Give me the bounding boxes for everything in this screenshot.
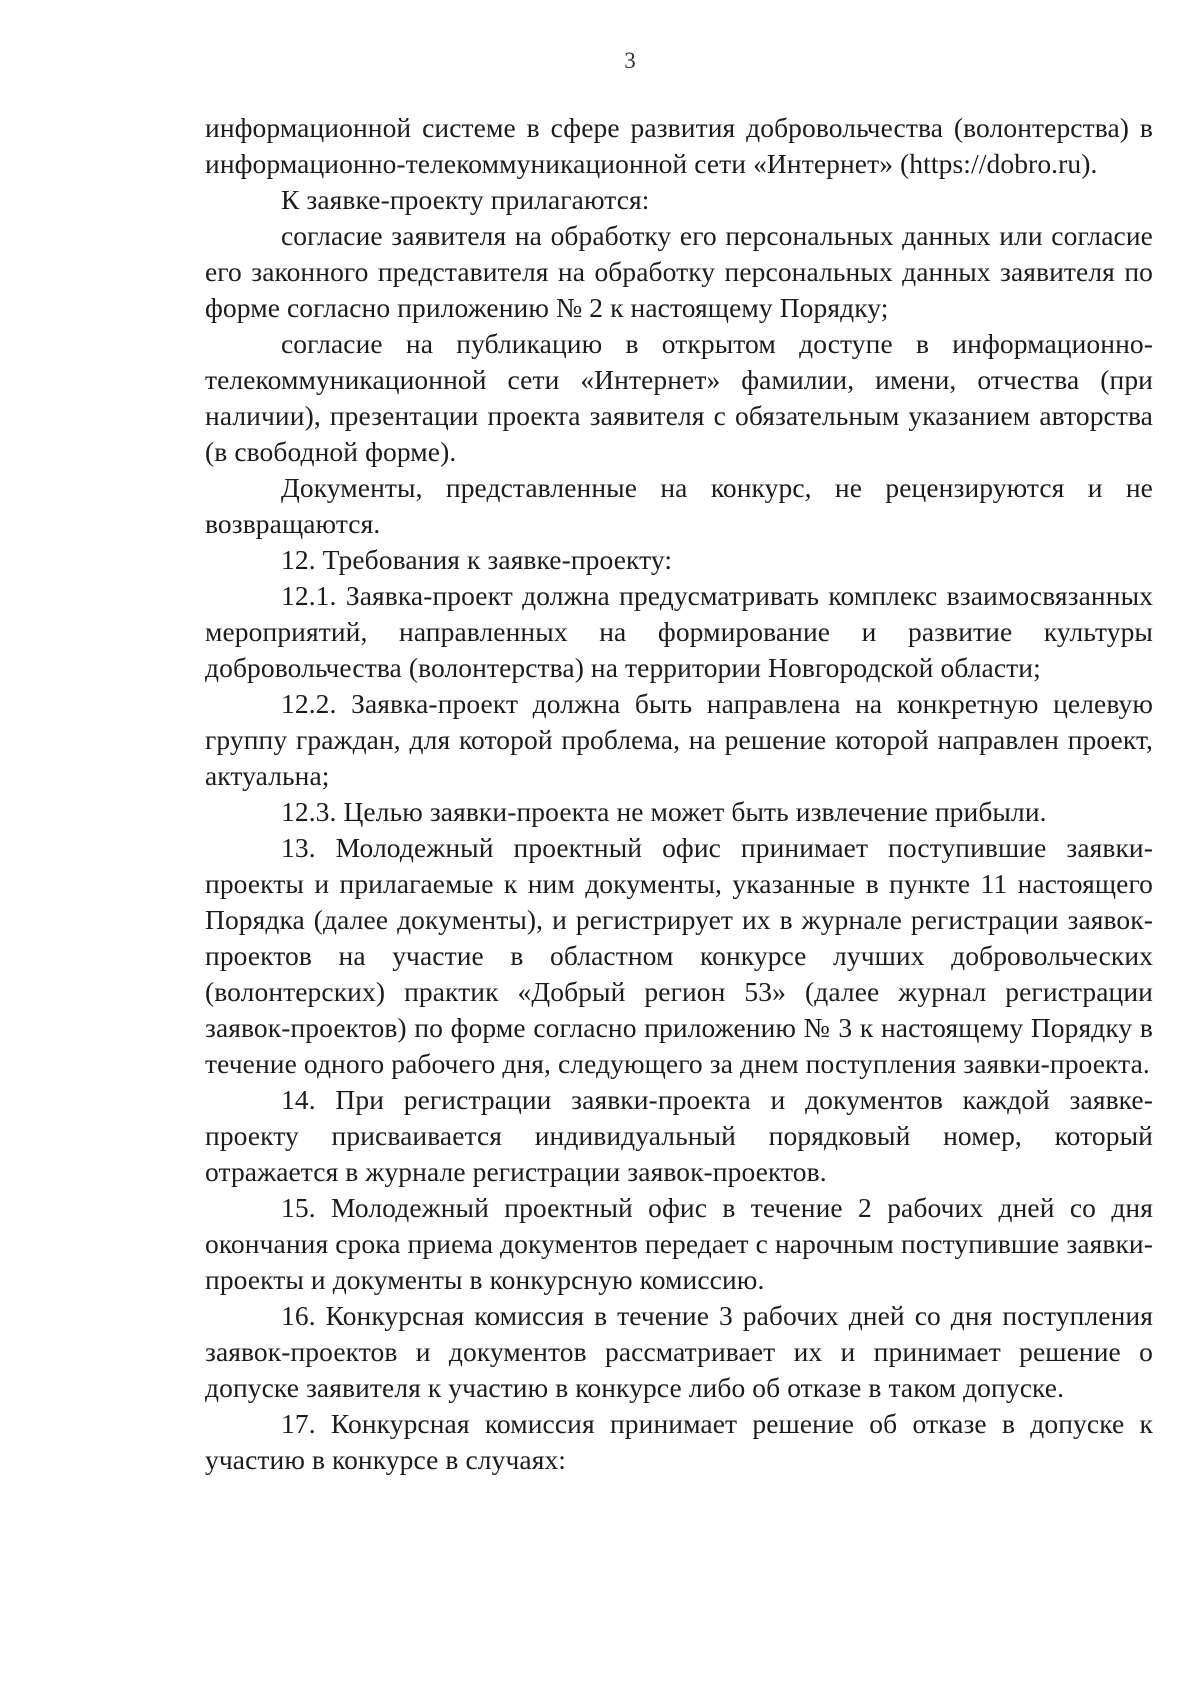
page-number: 3 bbox=[624, 48, 636, 73]
paragraph-publication-consent: согласие на публикацию в открытом доступе в информационно-телекоммуникационной сети «Интернет» фамилии, имени, отчества (при наличии), презентации проекта заявителя с обязательным указанием авторства (в свободной форме). bbox=[205, 328, 1153, 467]
paragraph-item-12-3: 12.3. Целью заявки-проекта не может быть извлечение прибыли. bbox=[281, 796, 1047, 827]
paragraph-attachments-heading: К заявке-проекту прилагаются: bbox=[281, 184, 650, 215]
paragraph-item-13: 13. Молодежный проектный офис принимает поступившие заявки-проекты и прилагаемые к ним документы, указанные в пункте 11 настоящего Порядка (далее документы), и регистрирует их в журнале регистрации заявок-проектов на участие в областном конкурсе лучших добровольческих (волонтерских) практик «Добрый регион 53» (далее журнал регистрации заявок-проектов) по форме согласно приложению № 3 к настоящему Порядку в течение одного рабочего дня, следующего за днем поступления заявки-проекта. bbox=[205, 832, 1153, 1079]
paragraph-continuation: информационной системе в сфере развития добровольчества (волонтерства) в информационно-телекоммуникационной сети «Интернет» (https://dobro.ru). bbox=[205, 112, 1153, 179]
paragraph-personal-data-consent: согласие заявителя на обработку его персональных данных или согласие его законного представителя на обработку персональных данных заявителя по форме согласно приложению № 2 к настоящему Порядку; bbox=[205, 220, 1153, 323]
paragraph-item-12-1: 12.1. Заявка-проект должна предусматривать комплекс взаимосвязанных мероприятий, направленных на формирование и развитие культуры добровольчества (волонтерства) на территории Новгородской области; bbox=[205, 580, 1153, 683]
paragraph-item-15: 15. Молодежный проектный офис в течение 2 рабочих дней со дня окончания срока приема документов передает с нарочным поступившие заявки-проекты и документы в конкурсную комиссию. bbox=[205, 1192, 1153, 1295]
paragraph-item-12: 12. Требования к заявке-проекту: bbox=[281, 544, 673, 575]
paragraph-item-16: 16. Конкурсная комиссия в течение 3 рабочих дней со дня поступления заявок-проектов и документов рассматривает их и принимает решение о допуске заявителя к участию в конкурсе либо об отказе в таком допуске. bbox=[205, 1300, 1153, 1403]
paragraph-item-17: 17. Конкурсная комиссия принимает решение об отказе в допуске к участию в конкурсе в случаях: bbox=[205, 1408, 1153, 1475]
paragraph-item-12-2: 12.2. Заявка-проект должна быть направлена на конкретную целевую группу граждан, для которой проблема, на решение которой направлен проект, актуальна; bbox=[205, 688, 1153, 791]
paragraph-documents-not-returned: Документы, представленные на конкурс, не рецензируются и не возвращаются. bbox=[205, 472, 1153, 539]
paragraph-item-14: 14. При регистрации заявки-проекта и документов каждой заявке-проекту присваивается индивидуальный порядковый номер, который отражается в журнале регистрации заявок-проектов. bbox=[205, 1084, 1153, 1187]
document-body bbox=[205, 110, 1153, 1478]
